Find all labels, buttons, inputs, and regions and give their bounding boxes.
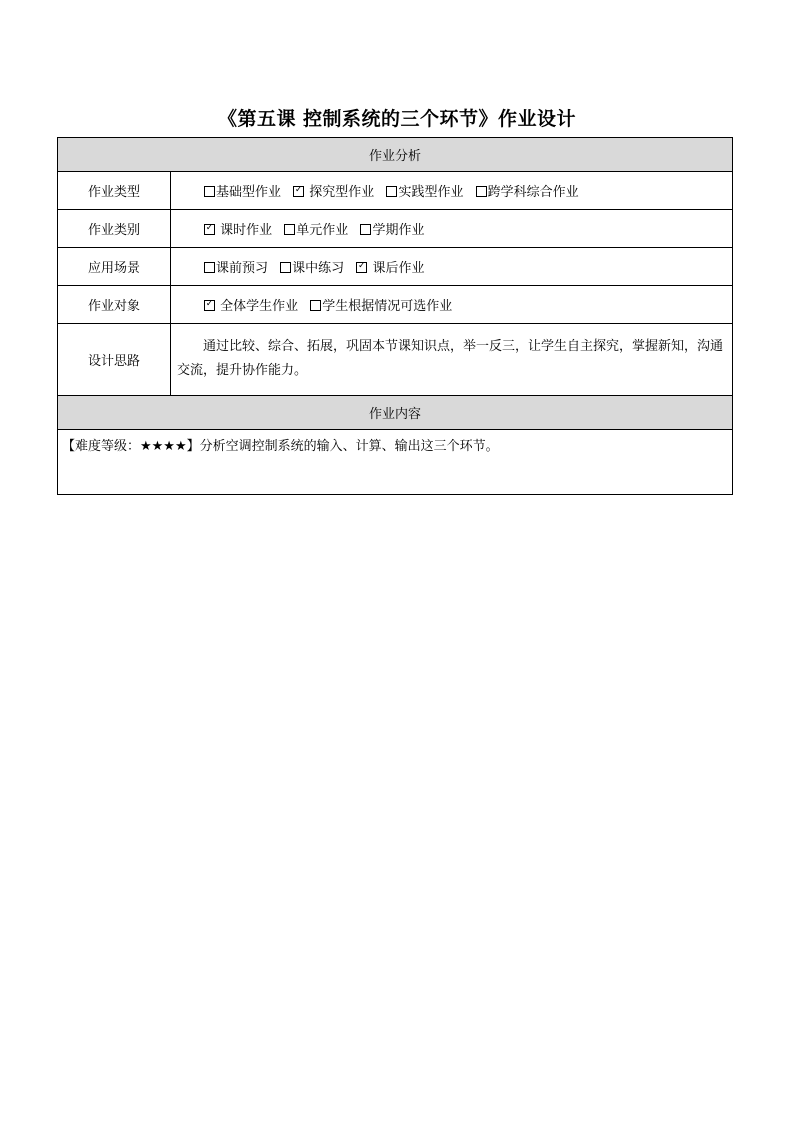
section-header-content: 作业内容 xyxy=(58,396,733,430)
checkbox-icon xyxy=(310,300,321,311)
option-term[interactable]: 学期作业 xyxy=(360,219,424,238)
options-category xyxy=(171,210,733,248)
row-label-thought: 设计思路 xyxy=(58,324,171,396)
row-target xyxy=(58,286,733,324)
checked-box-icon xyxy=(204,224,215,235)
homework-table xyxy=(57,137,733,495)
row-label-target: 作业对象 xyxy=(58,286,171,324)
checkbox-icon xyxy=(476,186,487,197)
option-practice[interactable]: 实践型作业 xyxy=(386,181,463,200)
options-target xyxy=(171,286,733,324)
checkbox-icon xyxy=(204,262,215,273)
checkbox-icon xyxy=(204,186,215,197)
option-basic[interactable]: 基础型作业 xyxy=(204,181,281,200)
checkbox-icon xyxy=(284,224,295,235)
row-scene xyxy=(58,248,733,286)
row-label-category: 作业类别 xyxy=(58,210,171,248)
section-header-analysis: 作业分析 xyxy=(58,138,733,172)
row-thought xyxy=(58,324,733,396)
option-interdisciplinary[interactable]: 跨学科综合作业 xyxy=(476,181,579,200)
task-content: 【难度等级：★★★★】分析空调控制系统的输入、计算、输出这三个环节。 xyxy=(58,430,733,495)
option-after-class[interactable]: ✓ 课后作业 xyxy=(356,257,424,276)
row-label-scene: 应用场景 xyxy=(58,248,171,286)
options-type xyxy=(171,172,733,210)
design-thought-text: 通过比较、综合、拓展，巩固本节课知识点，举一反三，让学生自主探究，掌握新知，沟通交流，提升协作能力。 xyxy=(177,339,724,378)
option-in-class[interactable]: 课中练习 xyxy=(280,257,344,276)
options-scene xyxy=(171,248,733,286)
option-unit[interactable]: 单元作业 xyxy=(284,219,348,238)
option-lesson[interactable]: ✓ 课时作业 xyxy=(204,219,272,238)
design-thought xyxy=(171,324,733,396)
row-label-type: 作业类型 xyxy=(58,172,171,210)
checkbox-icon xyxy=(360,224,371,235)
checked-box-icon xyxy=(356,262,367,273)
checked-box-icon xyxy=(204,300,215,311)
option-all-students[interactable]: ✓ 全体学生作业 xyxy=(204,295,298,314)
row-category xyxy=(58,210,733,248)
checkbox-icon xyxy=(280,262,291,273)
page-title: 《第五课 控制系统的三个环节》作业设计 xyxy=(217,108,577,130)
option-preview[interactable]: 课前预习 xyxy=(204,257,268,276)
checked-box-icon xyxy=(293,186,304,197)
option-inquiry[interactable]: ✓ 探究型作业 xyxy=(293,181,374,200)
option-optional[interactable]: 学生根据情况可选作业 xyxy=(310,295,452,314)
checkbox-icon xyxy=(386,186,397,197)
row-type xyxy=(58,172,733,210)
